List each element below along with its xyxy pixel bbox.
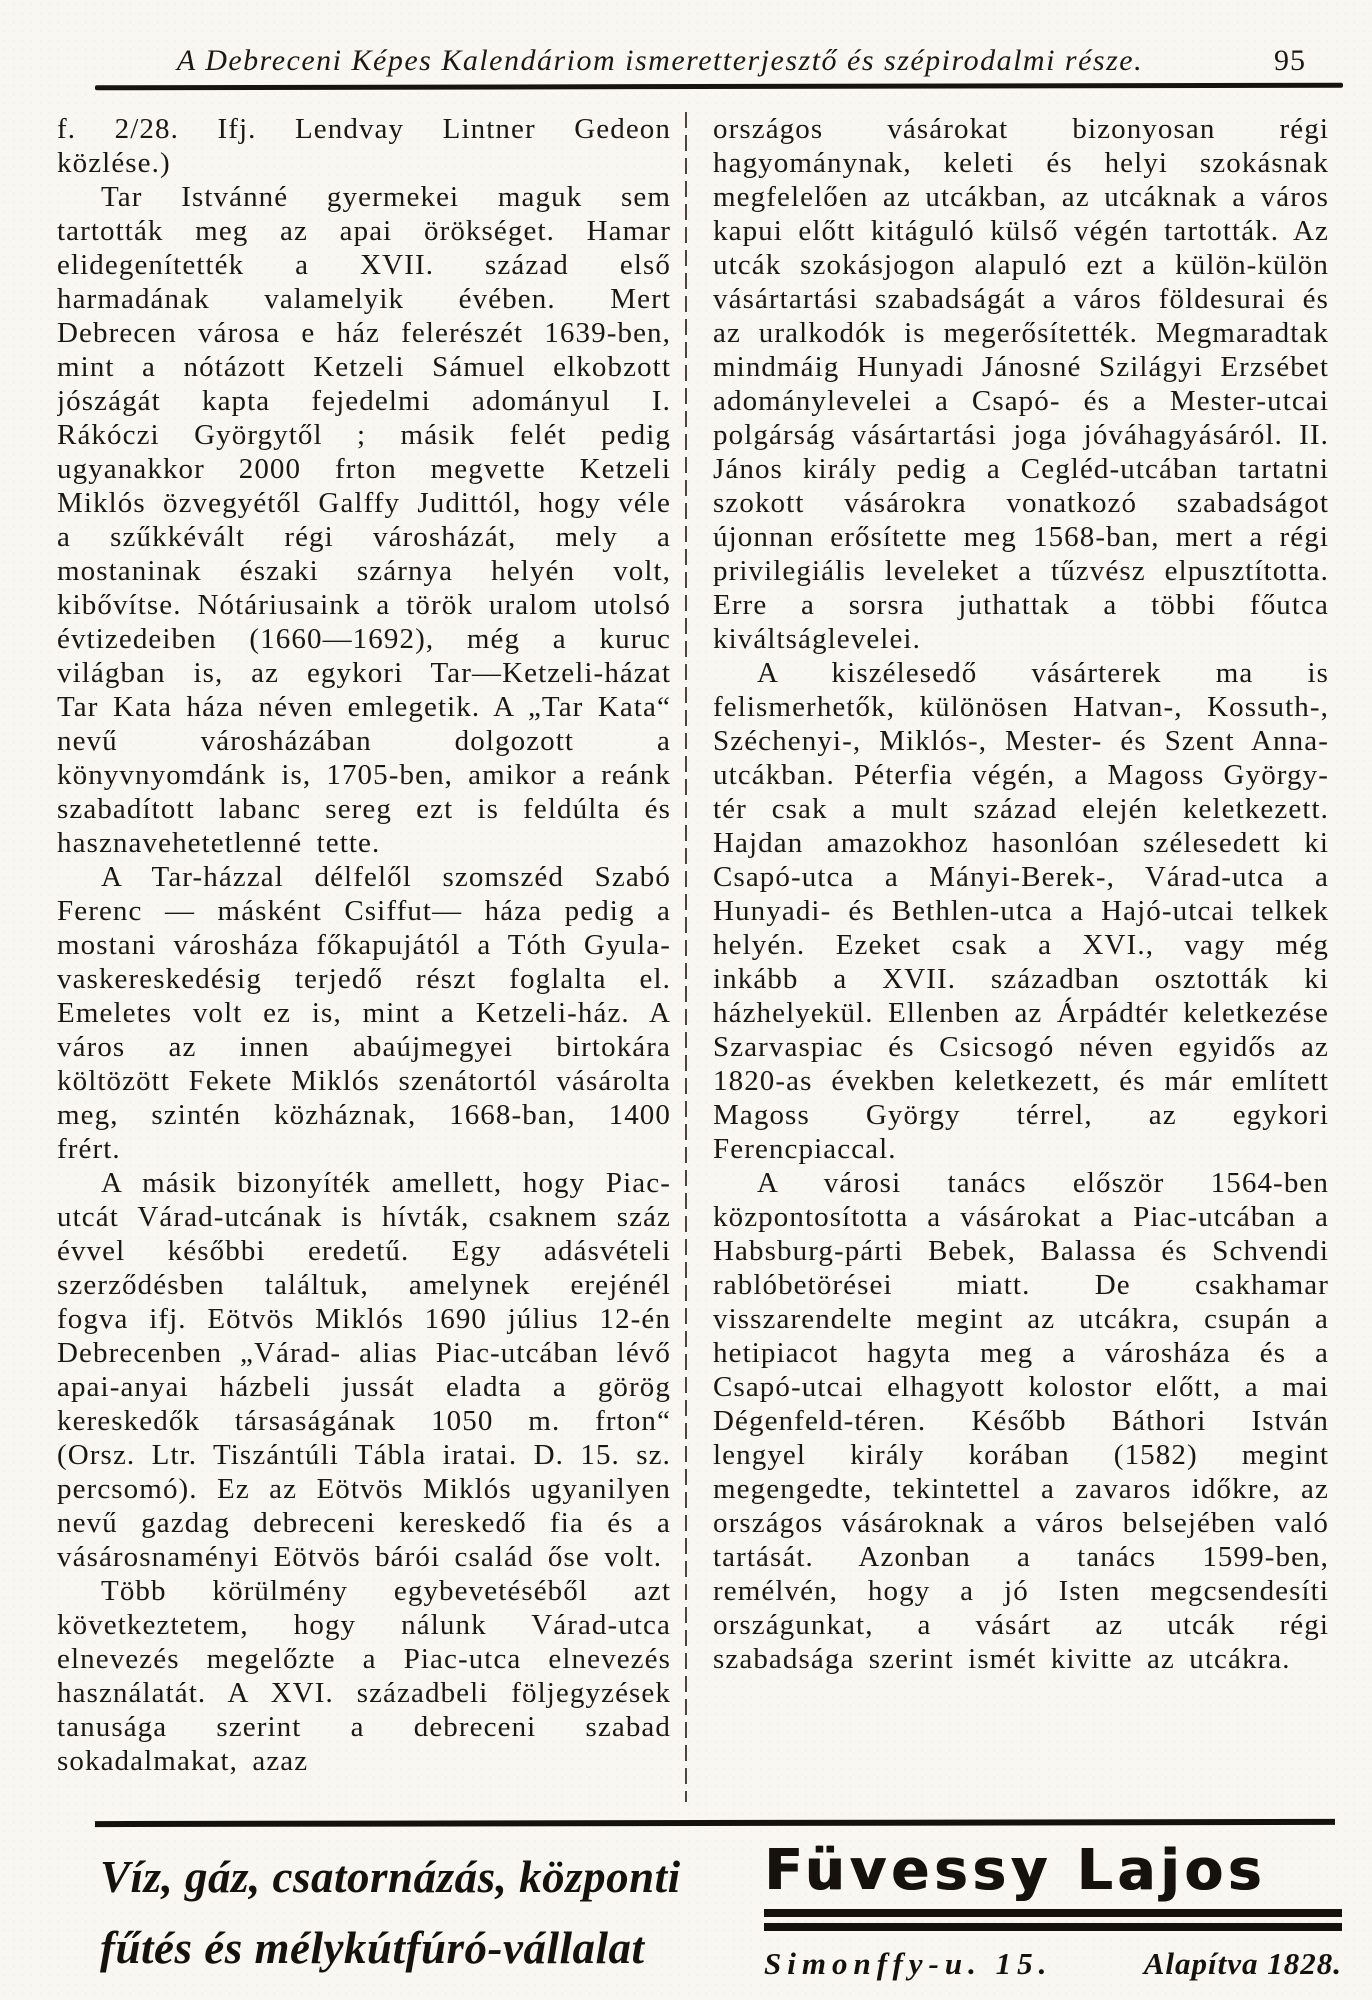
- ad-company-block: [764, 1838, 1342, 1984]
- ad-underline-bottom: [764, 1923, 1342, 1931]
- ad-services-text: [100, 1842, 708, 1984]
- paragraph: A másik bizonyíték amellett, hogy Piac-utcát Várad-utcának is hívták, csaknem száz évvel későbbi eredetű. Egy adásvételi szerződésben találtuk, amelynek erejénél fogva ifj. Eötvös Miklós 1690 július 12-én Debrecenben „Várad- alias Piac-utcában lévő apai-anyai házbeli jussát eladta a görög kereskedők társaságának 1050 m. frton“ (Orsz. Ltr. Tiszántúli Tábla iratai. D. 15. sz. percsomó). Ez az Eötvös Miklós ugyanilyen nevű gazdag debreceni kereskedő fia és a vásárosnaményi Eötvös bárói család őse volt.: [57, 1167, 671, 1573]
- paragraph: országos vásárokat bizonyosan régi hagyománynak, keleti és helyi szokásnak megfelelően az utcákban, az utcáknak a város kapui előtt kitáguló külső végén tartották. Az utcák szokásjogon alapuló ezt a külön-külön vásártartási szabadságát a város földesurai és az uralkodók is megerősítették. Megmaradtak mindmáig Hunyadi Jánosné Szilágyi Erzsébet adománylevelei a Csapó- és a Mester-utcai polgárság vásártartási joga jóváhagyásáról. II. János király pedig a Cegléd-utcában tartatni szokott vásárokra vonatkozó szabadságot újonnan erősítette meg 1568-ban, mert a régi privilegiális leveleket a tűzvész elpusztította. Erre a sorsra juthattak a többi főutca kiváltságlevelei.: [713, 113, 1329, 655]
- ad-service-line-2: fűtés és mélykútfúró-vállalat: [100, 1923, 645, 1973]
- ad-underline-top: [764, 1909, 1342, 1917]
- ad-service-line-1: Víz, gáz, csatornázás, központi: [100, 1852, 681, 1902]
- paragraph: A kiszélesedő vásárterek ma is felismerhetők, különösen Hatvan-, Kossuth-, Széchenyi-, Miklós-, Mester- és Szent Anna-utcákban. Péterfia végén, a Magoss György-tér csak a mult század elején keletkezett. Hajdan amazokhoz hasonlóan szélesedett ki Csapó-utca a Mányi-Berek-, Várad-utca a Hunyadi- és Bethlen-utca a Hajó-utcai telkek helyén. Ezeket csak a XVI., vagy még inkább a XVII. században osztották ki házhelyekül. Ellenben az Árpádtér keletkezése Szarvaspiac és Csicsogó néven egyidős az 1820-as években keletkezett, és már említett Magoss György térrel, az egykori Ferencpiaccal.: [713, 657, 1329, 1165]
- page-number: 95: [1274, 44, 1306, 77]
- ad-footer-row: [764, 1946, 1342, 1982]
- paragraph: f. 2/28. Ifj. Lendvay Lintner Gedeon közlése.): [57, 113, 671, 179]
- left-column: [57, 112, 685, 1812]
- text-columns: [57, 112, 1333, 1812]
- paragraph: A Tar-házzal délfelől szomszéd Szabó Ferenc — másként Csiffut— háza pedig a mostani városháza főkapujától a Tóth Gyula-vaskereskedésig terjedő részt foglalta el. Emeletes volt ez is, mint a Ketzeli-ház. A város az innen abaújmegyei birtokára költözött Fekete Miklós szenátortól vásárolta meg, szintén közháznak, 1668-ban, 1400 frért.: [57, 861, 671, 1165]
- paragraph: A városi tanács először 1564-ben központosította a vásárokat a Piac-utcában a Habsburg-párti Bebek, Balassa és Schvendi rablóbetörései miatt. De csakhamar visszarendelte megint az utcákra, csupán a hetipiacot hagyta meg a városháza és a Csapó-utcai elhagyott kolostor előtt, a mai Dégenfeld-téren. Később Báthori István lengyel király korában (1582) megint megengedte, tekintettel a zavaros időkre, az országos vásároknak a város belsejében való tartását. Azonban a tanács 1599-ben, remélvén, hogy a jó Isten megcsendesíti országunkat, a vásárt az utcák régi szabadsága szerint ismét kivitte az utcákra.: [713, 1167, 1329, 1675]
- page-header-title: A Debreceni Képes Kalendáriom ismeretterjesztő és szépirodalmi része.: [176, 44, 1144, 77]
- right-column: [687, 112, 1329, 1812]
- header-divider-rule: [95, 83, 1343, 91]
- footer-divider-rule: [95, 1819, 1335, 1827]
- ad-address: Simonffy-u. 15.: [764, 1946, 1053, 1981]
- ad-company-name: Füvessy Lajos: [764, 1838, 1266, 1903]
- ad-founded-year: Alapítva 1828.: [1143, 1946, 1342, 1981]
- paragraph: Több körülmény egybevetéséből azt következtetem, hogy nálunk Várad-utca elnevezés megelőzte a Piac-utca elnevezés használatát. A XVI. századbeli följegyzések tanusága szerint a debreceni szabad sokadalmakat, azaz: [57, 1575, 671, 1777]
- paragraph: Tar Istvánné gyermekei maguk sem tartották meg az apai örökséget. Hamar elidegenítették a XVII. század első harmadának valamelyik évében. Mert Debrecen városa e ház felerészét 1639-ben, mint a nótázott Ketzeli Sámuel elkobzott jószágát kapta fejedelmi adományul I. Rákóczi Györgytől ; másik felét pedig ugyanakkor 2000 frton megvette Ketzeli Miklós özvegyétől Galffy Judittól, hogy véle a szűkkévált régi városházát, mely a mostaninak északi szárnya helyén volt, kibővítse. Nótáriusaink a török uralom utolsó évtizedeiben (1660—1692), még a kuruc világban is, az egykori Tar—Ketzeli-házat Tar Kata háza néven emlegetik. A „Tar Kata“ nevű városházában dolgozott a könyvnyomdánk is, 1705-ben, amikor a reánk szabadított labanc sereg ezt is feldúlta és hasznavehetetlenné tette.: [57, 181, 671, 859]
- advertisement: [100, 1838, 1342, 1984]
